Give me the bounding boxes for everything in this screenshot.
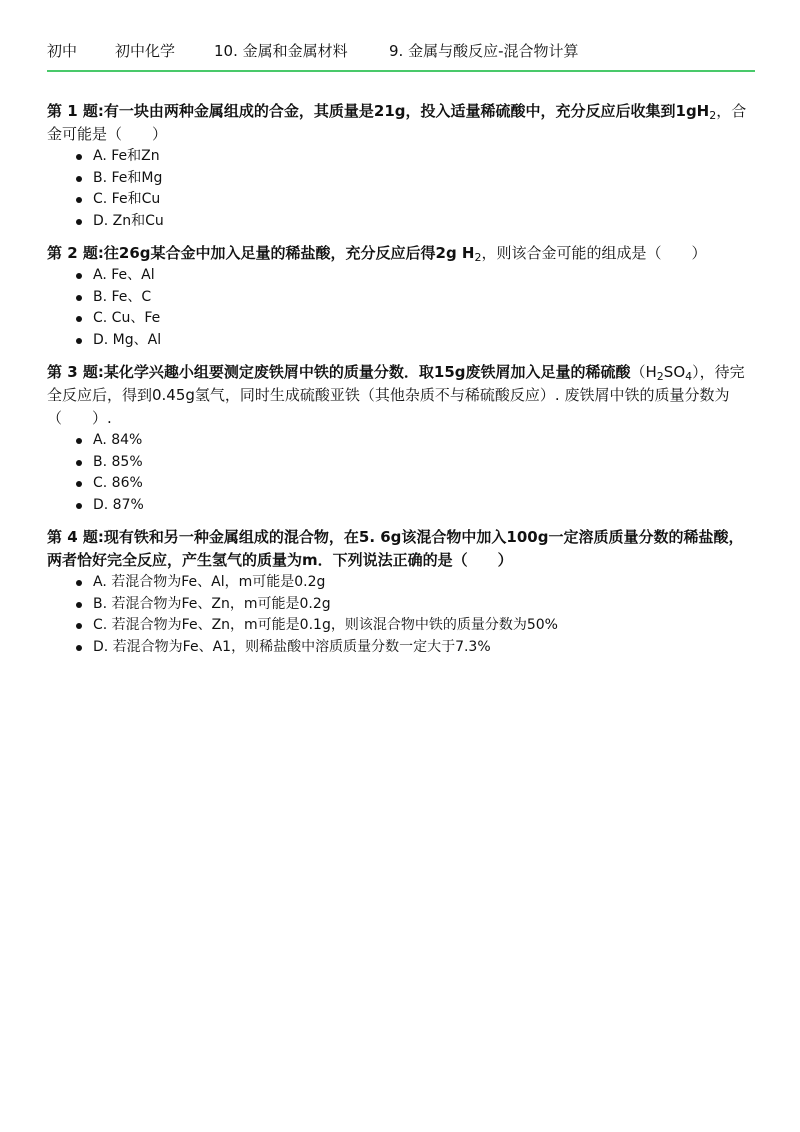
option-d: D. Zn和Cu — [76, 211, 757, 233]
option-a: A. Fe和Zn — [76, 146, 757, 168]
question-text: 有一块由两种金属组成的合金，其质量是21g，投入适量稀硫酸中，充分反应后收集到1gH — [103, 102, 710, 120]
option-b: B. Fe、C — [76, 287, 757, 309]
option-list — [47, 572, 757, 658]
question-text-tail: ，则该合金可能的组成是（ ） — [481, 244, 707, 262]
option-a: A. 84% — [76, 430, 757, 452]
breadcrumb-level: 初中 — [47, 42, 78, 60]
question-2-stem — [47, 242, 757, 265]
option-a: A. 若混合物为Fe、Al，m可能是0.2g — [76, 572, 757, 594]
question-4-stem — [47, 526, 757, 572]
question-3-stem — [47, 361, 757, 430]
option-c: C. Cu、Fe — [76, 308, 757, 330]
breadcrumb-section: 9. 金属与酸反应-混合物计算 — [389, 42, 579, 60]
question-1-stem — [47, 100, 757, 146]
breadcrumb-chapter: 10. 金属和金属材料 — [214, 42, 348, 60]
option-d: D. Mg、Al — [76, 330, 757, 352]
formula-part: SO — [663, 363, 686, 381]
option-d: D. 87% — [76, 495, 757, 517]
question-1 — [47, 100, 757, 232]
option-c: C. Fe和Cu — [76, 189, 757, 211]
question-text-tail: ，合金可能是（ ） — [47, 102, 747, 143]
question-label: 第 4 题: — [47, 528, 104, 546]
subscript: 4 — [685, 370, 693, 383]
question-label: 第 3 题: — [47, 363, 104, 381]
option-a: A. Fe、Al — [76, 265, 757, 287]
question-2 — [47, 242, 757, 351]
question-text: 往26g某合金中加入足量的稀盐酸，充分反应后得2g H — [103, 244, 475, 262]
breadcrumb-subject: 初中化学 — [115, 42, 176, 60]
header-divider — [47, 70, 755, 72]
option-list — [47, 265, 757, 351]
question-label: 第 1 题: — [47, 102, 104, 120]
option-b: B. Fe和Mg — [76, 168, 757, 190]
question-text: 现有铁和另一种金属组成的混合物，在5. 6g该混合物中加入100g一定溶质质量分数的稀盐酸，两者恰好完全反应，产生氢气的质量为m．下列说法正确的是（ ） — [47, 528, 744, 569]
question-label: 第 2 题: — [47, 244, 104, 262]
question-list — [47, 100, 757, 668]
option-c: C. 若混合物为Fe、Zn，m可能是0.1g，则该混合物中铁的质量分数为50% — [76, 615, 757, 637]
option-d: D. 若混合物为Fe、A1，则稀盐酸中溶质质量分数一定大于7.3% — [76, 637, 757, 659]
option-c: C. 86% — [76, 473, 757, 495]
formula-part: （H — [630, 363, 657, 381]
breadcrumb — [47, 40, 755, 62]
subscript: 2 — [709, 109, 717, 122]
subscript: 2 — [656, 370, 664, 383]
question-3 — [47, 361, 757, 516]
option-list — [47, 146, 757, 232]
question-text: 某化学兴趣小组要测定废铁屑中铁的质量分数．取15g废铁屑加入足量的稀硫酸 — [103, 363, 631, 381]
option-b: B. 85% — [76, 452, 757, 474]
option-list — [47, 430, 757, 516]
question-text-tail: ），待完全反应后，得到0.45g氢气，同时生成硫酸亚铁（其他杂质不与稀硫酸反应）. 废铁屑中铁的质量分数为（ ）. — [47, 363, 745, 427]
question-4 — [47, 526, 757, 658]
option-b: B. 若混合物为Fe、Zn，m可能是0.2g — [76, 594, 757, 616]
subscript: 2 — [474, 251, 482, 264]
